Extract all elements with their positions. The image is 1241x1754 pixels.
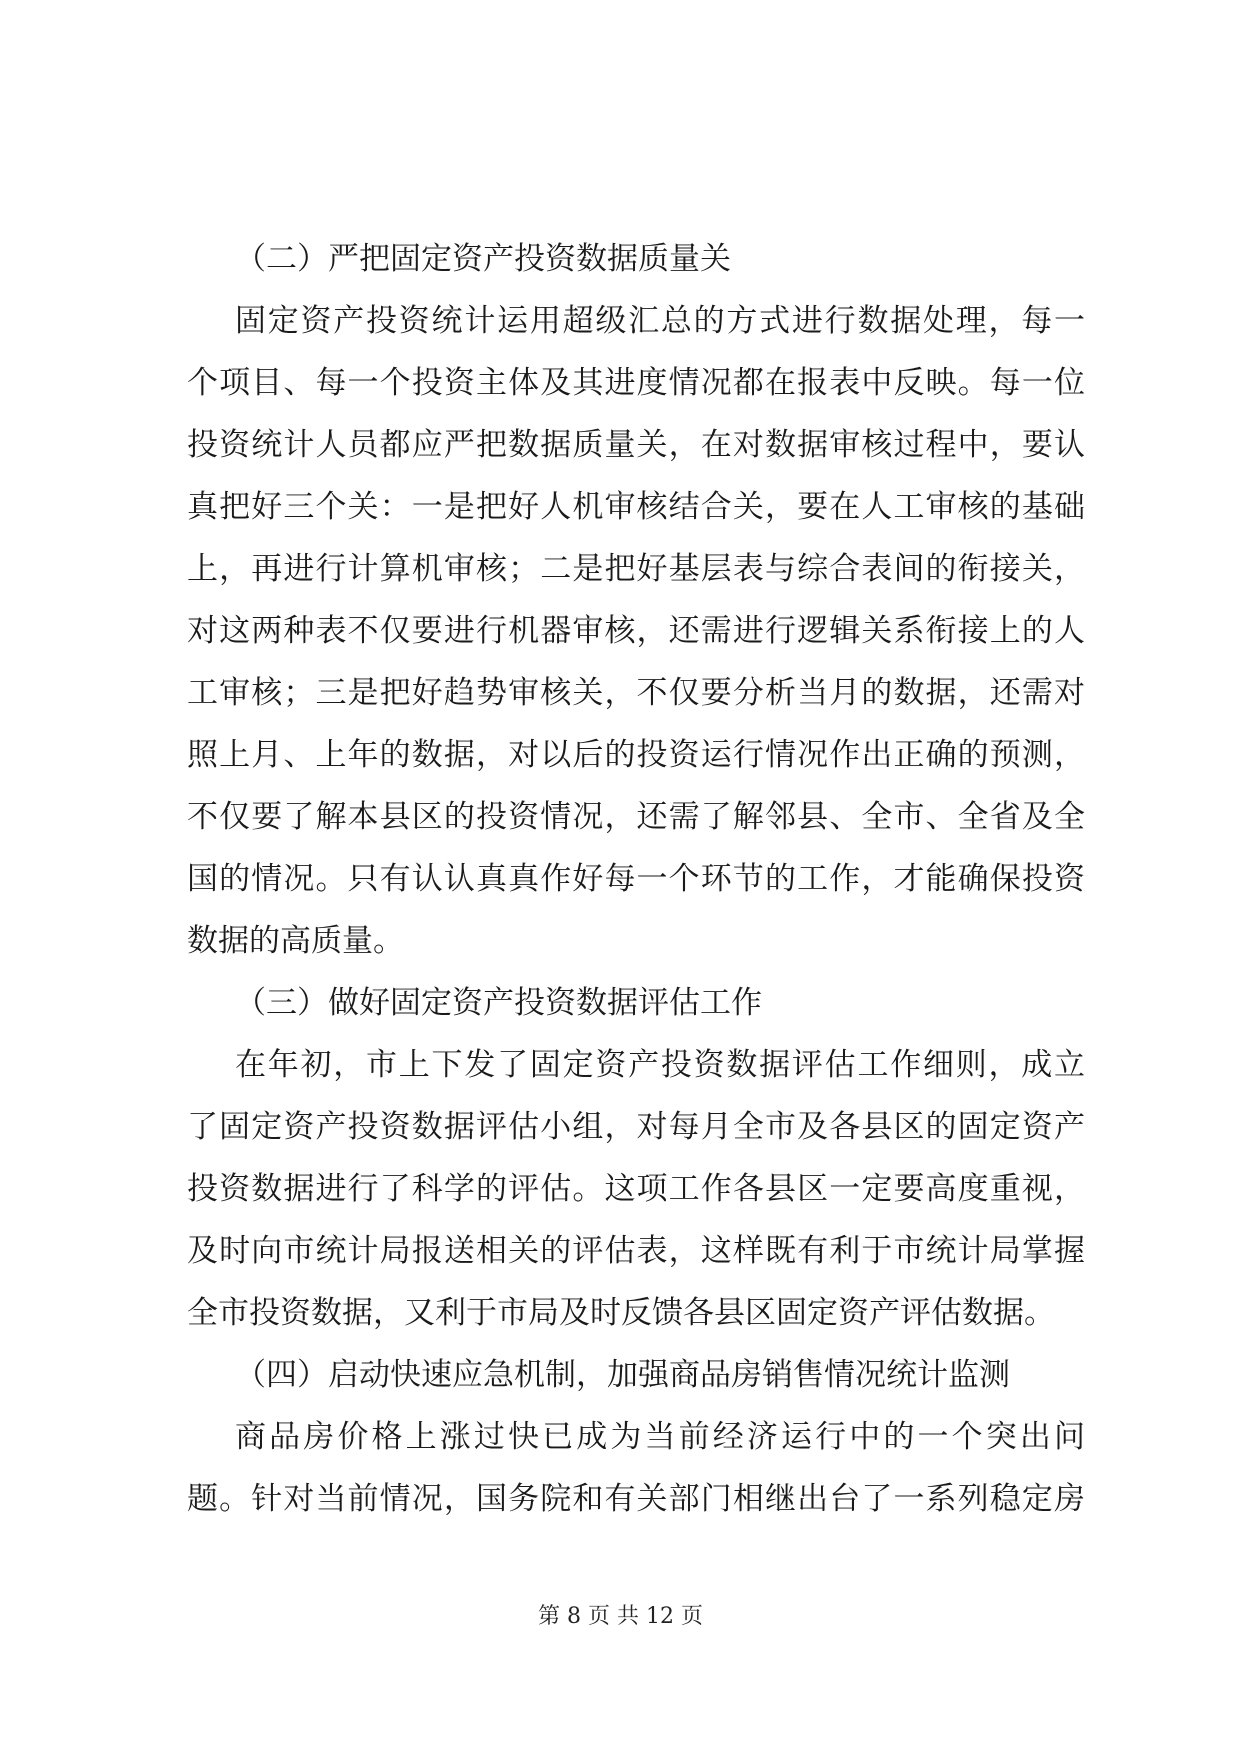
- text-line: 数据的高质量。: [187, 923, 404, 959]
- document-body: [187, 233, 1085, 1535]
- page-footer: 第 8 页 共 12 页: [538, 1604, 703, 1629]
- text-line: 投资统计人员都应严把数据质量关，在对数据审核过程中，要认: [187, 427, 1085, 463]
- text-line: 真把好三个关：一是把好人机审核结合关，要在人工审核的基础: [187, 489, 1085, 525]
- text-line: 了固定资产投资数据评估小组，对每月全市及各县区的固定资产: [187, 1109, 1085, 1145]
- text-line: 工审核；三是把好趋势审核关，不仅要分析当月的数据，还需对: [187, 675, 1085, 711]
- paragraph: [187, 1039, 1085, 1339]
- paragraph: [187, 1411, 1085, 1525]
- text-line: 上，再进行计算机审核；二是把好基层表与综合表间的衔接关，: [187, 551, 1085, 587]
- text-line: 照上月、上年的数据，对以后的投资运行情况作出正确的预测，: [187, 737, 1085, 773]
- text-line: 对这两种表不仅要进行机器审核，还需进行逻辑关系衔接上的人: [187, 613, 1085, 649]
- text-line: 投资数据进行了科学的评估。这项工作各县区一定要高度重视，: [187, 1171, 1085, 1207]
- text-line: 商品房价格上涨过快已成为当前经济运行中的一个突出问: [235, 1419, 1085, 1455]
- section-heading: （四）启动快速应急机制，加强商品房销售情况统计监测: [235, 1357, 1010, 1393]
- text-line: 题。针对当前情况，国务院和有关部门相继出台了一系列稳定房: [187, 1481, 1085, 1517]
- text-line: 在年初，市上下发了固定资产投资数据评估工作细则，成立: [235, 1047, 1085, 1083]
- text-line: 个项目、每一个投资主体及其进度情况都在报表中反映。每一位: [187, 365, 1085, 401]
- text-line: 国的情况。只有认认真真作好每一个环节的工作，才能确保投资: [187, 861, 1085, 897]
- text-line: 全市投资数据，又利于市局及时反馈各县区固定资产评估数据。: [187, 1295, 1055, 1331]
- text-line: 固定资产投资统计运用超级汇总的方式进行数据处理，每一: [235, 303, 1085, 339]
- text-line: 不仅要了解本县区的投资情况，还需了解邻县、全市、全省及全: [187, 799, 1085, 835]
- text-line: 及时向市统计局报送相关的评估表，这样既有利于市统计局掌握: [187, 1233, 1085, 1269]
- paragraph: [187, 295, 1085, 967]
- section-heading: （三）做好固定资产投资数据评估工作: [235, 985, 762, 1021]
- section-heading: （二）严把固定资产投资数据质量关: [235, 241, 731, 277]
